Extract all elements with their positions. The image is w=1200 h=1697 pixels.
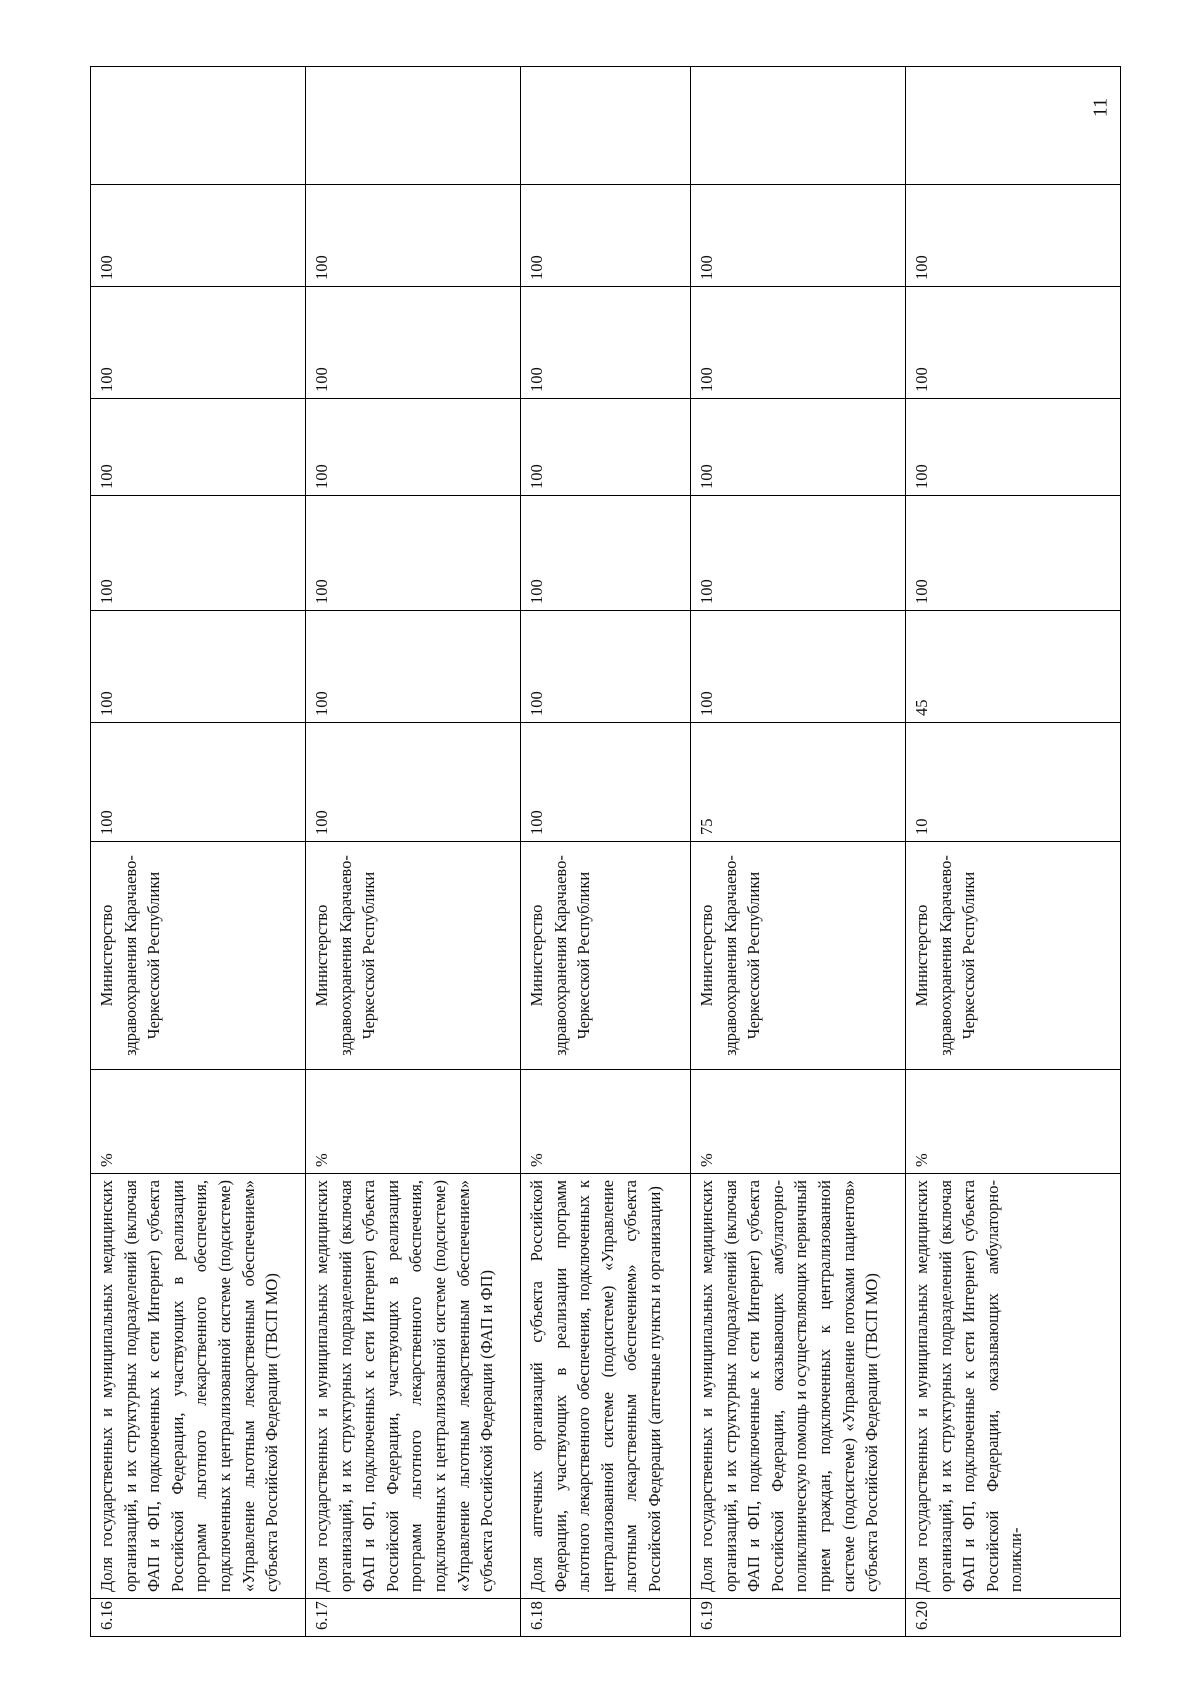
value-cell: 100 (521, 496, 691, 611)
unit: % (906, 1070, 1121, 1174)
indicator-name: Доля аптечных организаций субъекта Российской Федерации, участвующих в реализации программ льготного лекарственного обеспечения, подключенных к централизованной системе (подсистеме) «Управление льготным лекарственным обеспечением» субъекта Российской Федерации (аптечные пункты и организации) (521, 1174, 691, 1599)
value-cell: 100 (521, 723, 691, 842)
value-cell: 100 (691, 611, 906, 723)
indicator-name: Доля государственных и муниципальных медицинских организаций, и их структурных подразделений (включая ФАП и ФП, подключенных к сети Интернет) субъекта Российской Федерации, участвующих в реализации программ льготного лекарственного обеспечения, подключенных к централизованной системе (подсистеме) «Управление льготным лекарственным обеспечением» субъекта Российской Федерации (ФАП и ФП) (306, 1174, 521, 1599)
last-cell (306, 67, 521, 185)
value-cell: 10 (906, 723, 1121, 842)
table-row (91, 67, 306, 1637)
value-cell: 100 (906, 185, 1121, 287)
responsible-body: Министерство здравоохранения Карачаево-Черкесской Республики (91, 842, 306, 1070)
unit: % (521, 1070, 691, 1174)
unit: % (691, 1070, 906, 1174)
indicators-table (90, 66, 1121, 1637)
responsible-body: Министерство здравоохранения Карачаево-Черкесской Республики (306, 842, 521, 1070)
table-row (306, 67, 521, 1637)
last-cell (91, 67, 306, 185)
value-cell: 100 (906, 399, 1121, 496)
indicator-name: Доля государственных и муниципальных медицинских организаций, и их структурных подразделений (включая ФАП и ФП, подключенные к сети Интернет) субъекта Российской Федерации, оказывающих амбулаторно-поликли- (906, 1174, 1121, 1599)
value-cell: 100 (306, 399, 521, 496)
value-cell: 100 (91, 496, 306, 611)
value-cell: 100 (91, 185, 306, 287)
value-cell: 100 (91, 399, 306, 496)
indicator-name: Доля государственных и муниципальных медицинских организаций, и их структурных подразделений (включая ФАП и ФП, подключенные к сети Интернет) субъекта Российской Федерации, оказывающих амбулаторно-поликлиническую помощь и осуществляющих первичный прием граждан, подключенных к централизованной системе (подсистеме) «Управление потоками пациентов» субъекта Российской Федерации (ТВСП МО) (691, 1174, 906, 1599)
value-cell: 100 (306, 611, 521, 723)
table-row (521, 67, 691, 1637)
value-cell: 100 (691, 185, 906, 287)
value-cell: 100 (306, 723, 521, 842)
value-cell: 100 (91, 287, 306, 399)
row-number: 6.20 (906, 1599, 1121, 1637)
value-cell: 45 (906, 611, 1121, 723)
value-cell: 100 (521, 185, 691, 287)
row-number: 6.19 (691, 1599, 906, 1637)
last-cell (906, 67, 1121, 185)
value-cell: 100 (691, 399, 906, 496)
last-cell (521, 67, 691, 185)
value-cell: 100 (691, 287, 906, 399)
value-cell: 100 (306, 185, 521, 287)
value-cell: 100 (521, 399, 691, 496)
responsible-body: Министерство здравоохранения Карачаево-Черкесской Республики (691, 842, 906, 1070)
unit: % (91, 1070, 306, 1174)
value-cell: 75 (691, 723, 906, 842)
indicator-name: Доля государственных и муниципальных медицинских организаций, и их структурных подразделений (включая ФАП и ФП, подключенных к сети Интернет) субъекта Российской Федерации, участвующих в реализации программ льготного лекарственного обеспечения, подключенных к централизованной системе (подсистеме) «Управление льготным лекарственным обеспечением» субъекта Российской Федерации (ТВСП МО) (91, 1174, 306, 1599)
responsible-body: Министерство здравоохранения Карачаево-Черкесской Республики (521, 842, 691, 1070)
value-cell: 100 (91, 723, 306, 842)
responsible-body: Министерство здравоохранения Карачаево-Черкесской Республики (906, 842, 1121, 1070)
last-cell (691, 67, 906, 185)
value-cell: 100 (906, 496, 1121, 611)
value-cell: 100 (906, 287, 1121, 399)
table-row (691, 67, 906, 1637)
row-number: 6.18 (521, 1599, 691, 1637)
value-cell: 100 (521, 287, 691, 399)
value-cell: 100 (521, 611, 691, 723)
value-cell: 100 (306, 287, 521, 399)
row-number: 6.16 (91, 1599, 306, 1637)
value-cell: 100 (691, 496, 906, 611)
unit: % (306, 1070, 521, 1174)
value-cell: 100 (306, 496, 521, 611)
table-body (91, 67, 1121, 1637)
table-row (906, 67, 1121, 1637)
page-number: 11 (1089, 97, 1112, 118)
row-number: 6.17 (306, 1599, 521, 1637)
rotated-table-container (90, 67, 1120, 1637)
value-cell: 100 (91, 611, 306, 723)
